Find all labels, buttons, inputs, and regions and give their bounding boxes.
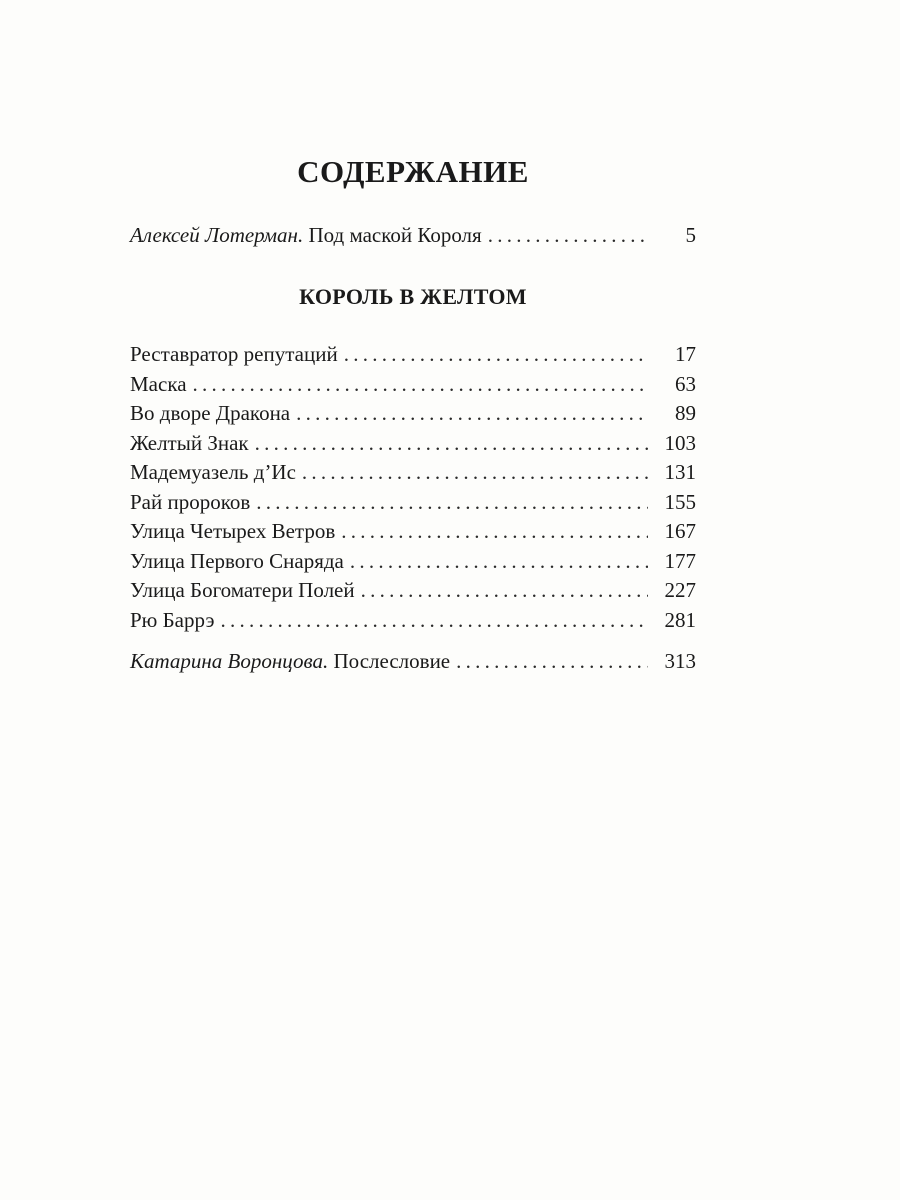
dot-leader <box>361 576 648 606</box>
toc-entry <box>130 606 696 636</box>
toc-entry <box>130 370 696 400</box>
entry-title: Улица Четырех Ветров <box>130 519 336 543</box>
entry-page-number: 5 <box>685 223 696 247</box>
dot-leader <box>456 647 648 677</box>
toc-entry <box>130 399 696 429</box>
entry-page-number: 89 <box>675 401 696 425</box>
dot-leader <box>302 458 648 488</box>
dot-leader <box>255 429 648 459</box>
entry-page-number: 167 <box>664 519 696 543</box>
contents-heading: СОДЕРЖАНИЕ <box>297 154 529 189</box>
toc-entry <box>130 458 696 488</box>
entry-page-number: 281 <box>664 607 696 632</box>
entry-title: Улица Богоматери Полей <box>130 578 355 602</box>
entry-page-number: 103 <box>664 430 696 455</box>
entry-title: Под маской Короля <box>308 223 482 247</box>
dot-leader <box>341 517 648 547</box>
toc-entry <box>130 488 696 518</box>
entry-page-number: 177 <box>664 548 696 573</box>
dot-leader <box>256 488 648 518</box>
stories-list <box>130 340 696 635</box>
entry-title: Маска <box>130 371 187 396</box>
dot-leader <box>350 547 648 577</box>
entry-title: Послесловие <box>333 649 451 673</box>
entry-page-number: 63 <box>675 371 696 396</box>
entry-page-number: 155 <box>664 489 696 514</box>
entry-page-number: 17 <box>675 342 696 366</box>
entry-title: Во дворе Дракона <box>130 401 291 425</box>
entry-title: Рю Баррэ <box>130 607 215 632</box>
entry-author: Алексей Лотерман. <box>130 223 304 247</box>
entry-page-number: 131 <box>664 460 696 484</box>
entry-title: Мадемуазель д’Ис <box>130 460 296 484</box>
entry-title: Реставратор репутаций <box>130 342 338 366</box>
dot-leader <box>488 221 648 251</box>
dot-leader <box>344 340 648 370</box>
entry-author: Катарина Воронцова. <box>130 649 329 673</box>
entry-title: Рай пророков <box>130 489 251 514</box>
toc-entry-afterword <box>130 647 696 677</box>
entry-title: Желтый Знак <box>130 430 249 455</box>
toc-entry <box>130 340 696 370</box>
section-heading: КОРОЛЬ В ЖЕЛТОМ <box>299 284 527 309</box>
entry-page-number: 227 <box>664 578 696 602</box>
dot-leader <box>193 370 648 400</box>
entry-page-number: 313 <box>664 649 696 673</box>
intro-entry-block <box>130 221 696 251</box>
dot-leader <box>296 399 648 429</box>
toc-entry <box>130 547 696 577</box>
toc-entry <box>130 576 696 606</box>
afterword-entry-block <box>130 647 696 677</box>
dot-leader <box>221 606 648 636</box>
toc-entry <box>130 429 696 459</box>
entry-title: Улица Первого Снаряда <box>130 548 344 573</box>
toc-entry <box>130 517 696 547</box>
toc-entry-intro <box>130 221 696 251</box>
